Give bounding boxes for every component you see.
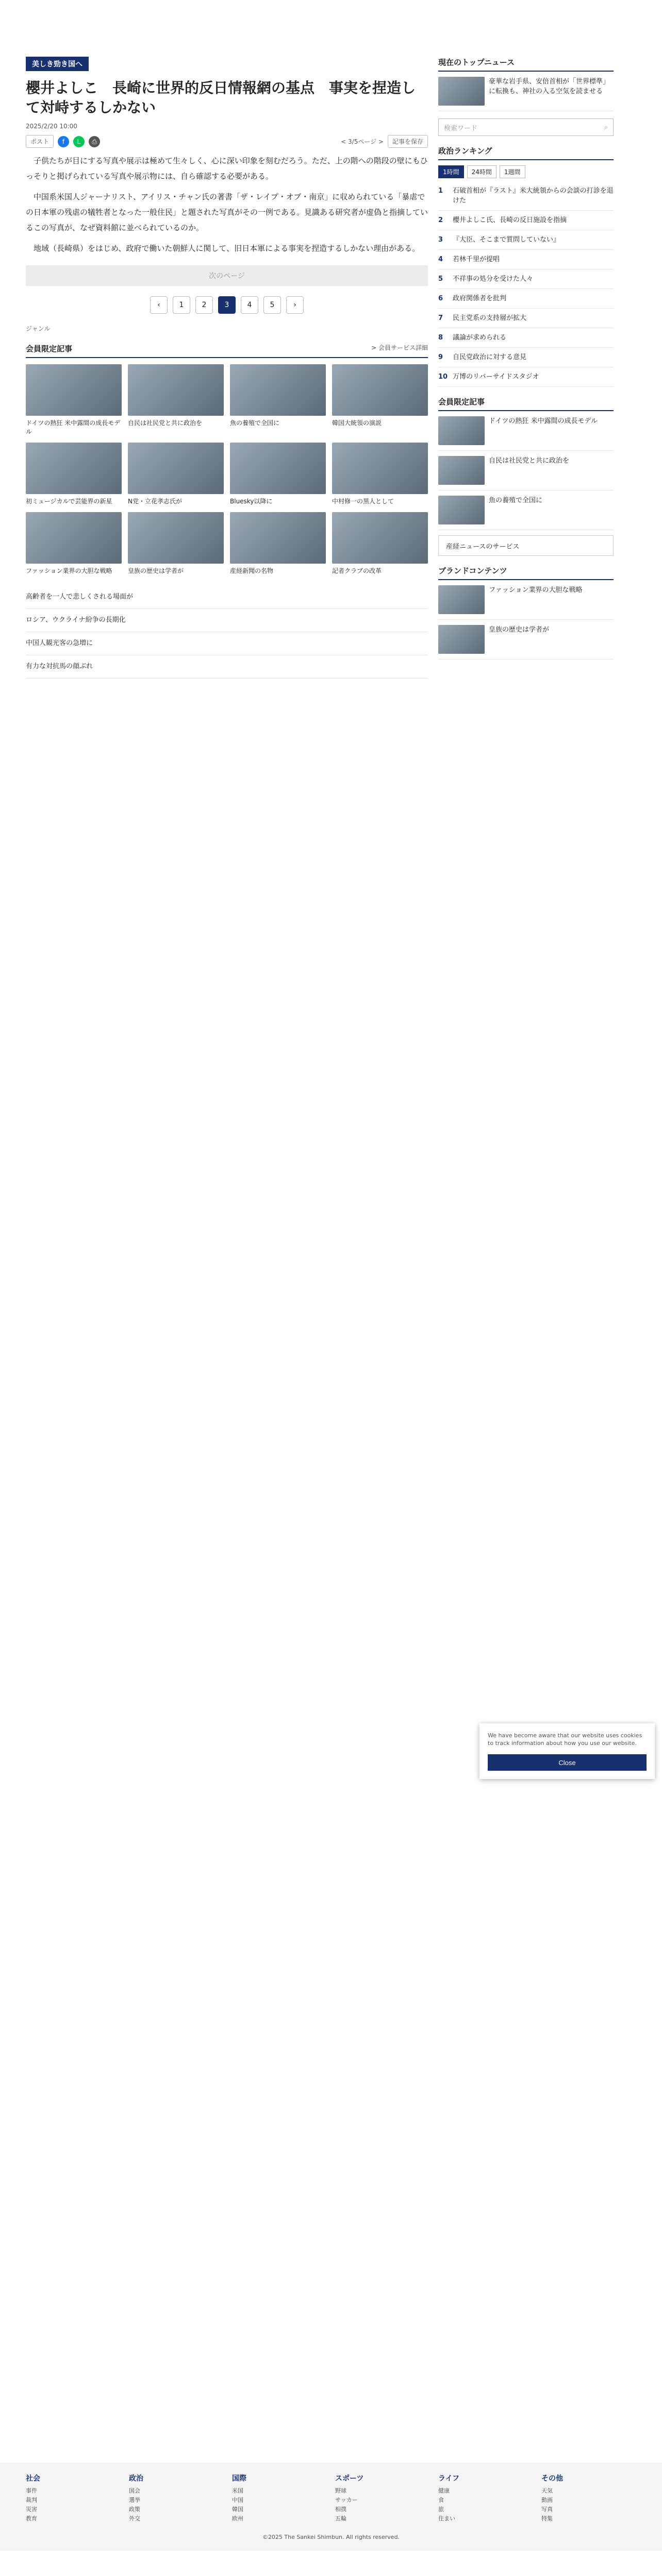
- cookie-text: We have become aware that our website uses cookies to track information about how you use our website.: [488, 1732, 642, 1747]
- related-head: 会員限定記事: [438, 396, 614, 411]
- card-image: [26, 364, 122, 416]
- card-image: [230, 364, 326, 416]
- copyright: ©2025 The Sankei Shimbun. All rights reserved.: [262, 2534, 400, 2540]
- tab-1h[interactable]: 1時間: [438, 165, 464, 178]
- rank-item[interactable]: 5 不祥事の処分を受けた人々: [438, 269, 614, 289]
- card-title: 記者クラブの改革: [332, 567, 382, 574]
- card-image: [332, 512, 428, 564]
- prev-icon[interactable]: ‹: [150, 296, 168, 314]
- footer-col: スポーツ 野球 サッカー 相撲 五輪: [335, 2473, 430, 2523]
- next-page-button[interactable]: 次のページ: [26, 265, 428, 286]
- brand-head: ブランドコンテンツ: [438, 565, 614, 580]
- main-column: [26, 57, 428, 679]
- topnews-item[interactable]: [438, 72, 614, 111]
- related-image: [438, 416, 485, 445]
- brand-item[interactable]: ファッション業界の大胆な戦略: [438, 580, 614, 620]
- sidebar: [438, 57, 614, 659]
- rank-item[interactable]: 8 議論が求められる: [438, 328, 614, 348]
- facebook-icon[interactable]: f: [58, 136, 69, 147]
- list-item[interactable]: ロシア、ウクライナ紛争の長期化: [26, 609, 428, 632]
- paragraph: 中国系米国人ジャーナリスト、アイリス・チャン氏の著書「ザ・レイプ・オブ・南京」に収められている「暴虐での日本軍の残虐の犠牲者となった一般住民」と題された写真がその一例である。見識ある研究者が虚偽と指摘しているこの写真が、なぜ資料館に並べられているのか。: [26, 192, 428, 232]
- related-item[interactable]: 魚の養殖で全国に: [438, 490, 614, 530]
- ranking-tabs: [438, 165, 614, 178]
- related-image: [438, 496, 485, 524]
- pagination: [26, 296, 428, 314]
- list-item[interactable]: 高齢者を一人で悲しくされる場面が: [26, 586, 428, 609]
- genre-label: ジャンル: [26, 325, 51, 332]
- rank-item[interactable]: 7 民主党系の支持層が拡大: [438, 309, 614, 328]
- services-button[interactable]: 産経ニュースのサービス: [438, 535, 614, 556]
- brand-item[interactable]: 皇族の歴史は学者が: [438, 620, 614, 659]
- card-image: [230, 443, 326, 494]
- brand-image: [438, 585, 485, 614]
- genre-row: [26, 324, 428, 333]
- line-icon[interactable]: L: [73, 136, 85, 147]
- tab-1w[interactable]: 1週間: [500, 165, 525, 178]
- footer-col-title[interactable]: 国際: [232, 2475, 246, 2483]
- footer-columns: [26, 2473, 636, 2523]
- tab-24h[interactable]: 24時間: [467, 165, 496, 178]
- card[interactable]: [26, 512, 122, 575]
- article-title: 櫻井よしこ 長崎に世界的反日情報網の基点 事実を捏造して対峙するしかない: [26, 79, 416, 116]
- share-row: [26, 135, 428, 148]
- category-tag[interactable]: 美しき勁き国へ: [26, 57, 89, 71]
- topnews-text: 豪華な岩手県、安倍首相が「世界標準」に転換も、神社の入る空気を読ませる: [489, 78, 610, 95]
- page-1[interactable]: 1: [173, 296, 190, 314]
- card[interactable]: [26, 443, 122, 506]
- footer-col-title[interactable]: 社会: [26, 2475, 40, 2483]
- card-title: 初ミュージカルで芸能界の新星: [26, 498, 112, 505]
- members-section-head: [26, 343, 428, 358]
- card[interactable]: [230, 512, 326, 575]
- next-icon[interactable]: ›: [286, 296, 304, 314]
- cookie-modal: [479, 1723, 655, 1779]
- related-item[interactable]: 自民は社民党と共に政治を: [438, 451, 614, 490]
- card[interactable]: [230, 443, 326, 506]
- paragraph: 地域（長崎県）をはじめ、政府で働いた朝鮮人に関して、旧日本軍による事実を捏造するしかない理由がある。: [34, 244, 420, 253]
- rank-item[interactable]: 1 石破首相が『ラスト』米大統領からの会談の打診を退けた: [438, 181, 614, 211]
- card[interactable]: [128, 512, 224, 575]
- paragraph: 子供たちが目にする写真や展示は極めて生々しく、心に深い印象を刻むだろう。ただ、上の階への階段の壁にもひっそりと掲げられている写真や展示物には、自ら確認する必要がある。: [26, 156, 428, 181]
- rank-item[interactable]: 4 若林千里が提唱: [438, 250, 614, 269]
- card-title: 皇族の歴史は学者が: [128, 567, 184, 574]
- card-image: [128, 364, 224, 416]
- card-title: ファッション業界の大胆な戦略: [26, 567, 112, 574]
- card-title: Bluesky以降に: [230, 498, 273, 505]
- footer-col: 政治 国会 選挙 政策 外交: [129, 2473, 224, 2523]
- footer: [0, 2463, 662, 2551]
- card-image: [26, 443, 122, 494]
- cookie-close-button[interactable]: Close: [488, 1754, 647, 1771]
- brand-image: [438, 625, 485, 654]
- ranking-head: 政治ランキング: [438, 145, 614, 160]
- search-icon[interactable]: ⌕: [604, 123, 608, 131]
- rank-item[interactable]: 10 万博のリバーサイドスタジオ: [438, 367, 614, 387]
- card[interactable]: [332, 512, 428, 575]
- card-title: 中村修一の黒人として: [332, 498, 394, 505]
- page-count[interactable]: < 3/5ページ >: [341, 138, 384, 145]
- meta-row: [26, 123, 428, 130]
- topnews-head: 現在のトップニュース: [438, 57, 614, 72]
- page-3[interactable]: 3: [218, 296, 236, 314]
- ranking-list: [438, 181, 614, 387]
- related-image: [438, 456, 485, 485]
- card[interactable]: [332, 364, 428, 436]
- card-title: 魚の養殖で全国に: [230, 419, 280, 427]
- rank-item[interactable]: 9 自民党政治に対する意見: [438, 348, 614, 367]
- search-placeholder: 検索ワード: [444, 124, 478, 132]
- list-item[interactable]: 有力な対抗馬の顔ぶれ: [26, 655, 428, 679]
- headline-list: [26, 586, 428, 679]
- card-grid: [26, 364, 428, 575]
- footer-col: 社会 事件 裁判 災害 教育: [26, 2473, 121, 2523]
- card[interactable]: [230, 364, 326, 436]
- members-more-link[interactable]: > 会員サービス詳細: [371, 344, 428, 351]
- footer-col: 国際 米国 中国 韓国 欧州: [232, 2473, 327, 2523]
- card[interactable]: [332, 443, 428, 506]
- save-button[interactable]: 記事を保存: [388, 135, 428, 148]
- rank-item[interactable]: 3 『大臣、そこまで質問していない』: [438, 230, 614, 250]
- search-input[interactable]: [438, 118, 614, 136]
- card-image: [128, 443, 224, 494]
- footer-col-title[interactable]: 政治: [129, 2475, 143, 2483]
- card-title: ドイツの熱狂 米中露間の成長モデル: [26, 419, 121, 435]
- rank-item[interactable]: 2 櫻井よしこ氏、長崎の反日施設を指摘: [438, 211, 614, 230]
- share-x-button[interactable]: ポスト: [26, 135, 54, 148]
- page-5[interactable]: 5: [263, 296, 281, 314]
- page-4[interactable]: 4: [241, 296, 258, 314]
- card[interactable]: [26, 364, 122, 436]
- list-item[interactable]: 中国人観光客の急増に: [26, 632, 428, 655]
- card-title: 韓国大統領の演説: [332, 419, 382, 427]
- card-title: 産経新聞の名物: [230, 567, 274, 574]
- topnews-image: [438, 77, 485, 106]
- footer-col-title[interactable]: ライフ: [438, 2475, 460, 2483]
- footer-col-title[interactable]: スポーツ: [335, 2475, 364, 2483]
- members-title: 会員限定記事: [26, 344, 73, 353]
- footer-col: その他 天気 動画 写真 特集: [541, 2473, 636, 2523]
- footer-col: ライフ 健康 食 旅 住まい: [438, 2473, 533, 2523]
- article-date: 2025/2/20 10:00: [26, 123, 77, 130]
- card-image: [128, 512, 224, 564]
- card-image: [332, 364, 428, 416]
- card-title: 自民は社民党と共に政治を: [128, 419, 203, 427]
- card[interactable]: [128, 443, 224, 506]
- related-item[interactable]: ドイツの熱狂 米中露間の成長モデル: [438, 411, 614, 451]
- footer-col-title[interactable]: その他: [541, 2475, 563, 2483]
- card-image: [26, 512, 122, 564]
- card-title: N党・立花孝志氏が: [128, 498, 182, 505]
- page-2[interactable]: 2: [195, 296, 213, 314]
- card-image: [230, 512, 326, 564]
- card[interactable]: [128, 364, 224, 436]
- article-body: [26, 153, 428, 256]
- print-icon[interactable]: ⎙: [89, 136, 100, 147]
- rank-item[interactable]: 6 政府関係者を批判: [438, 289, 614, 309]
- card-image: [332, 443, 428, 494]
